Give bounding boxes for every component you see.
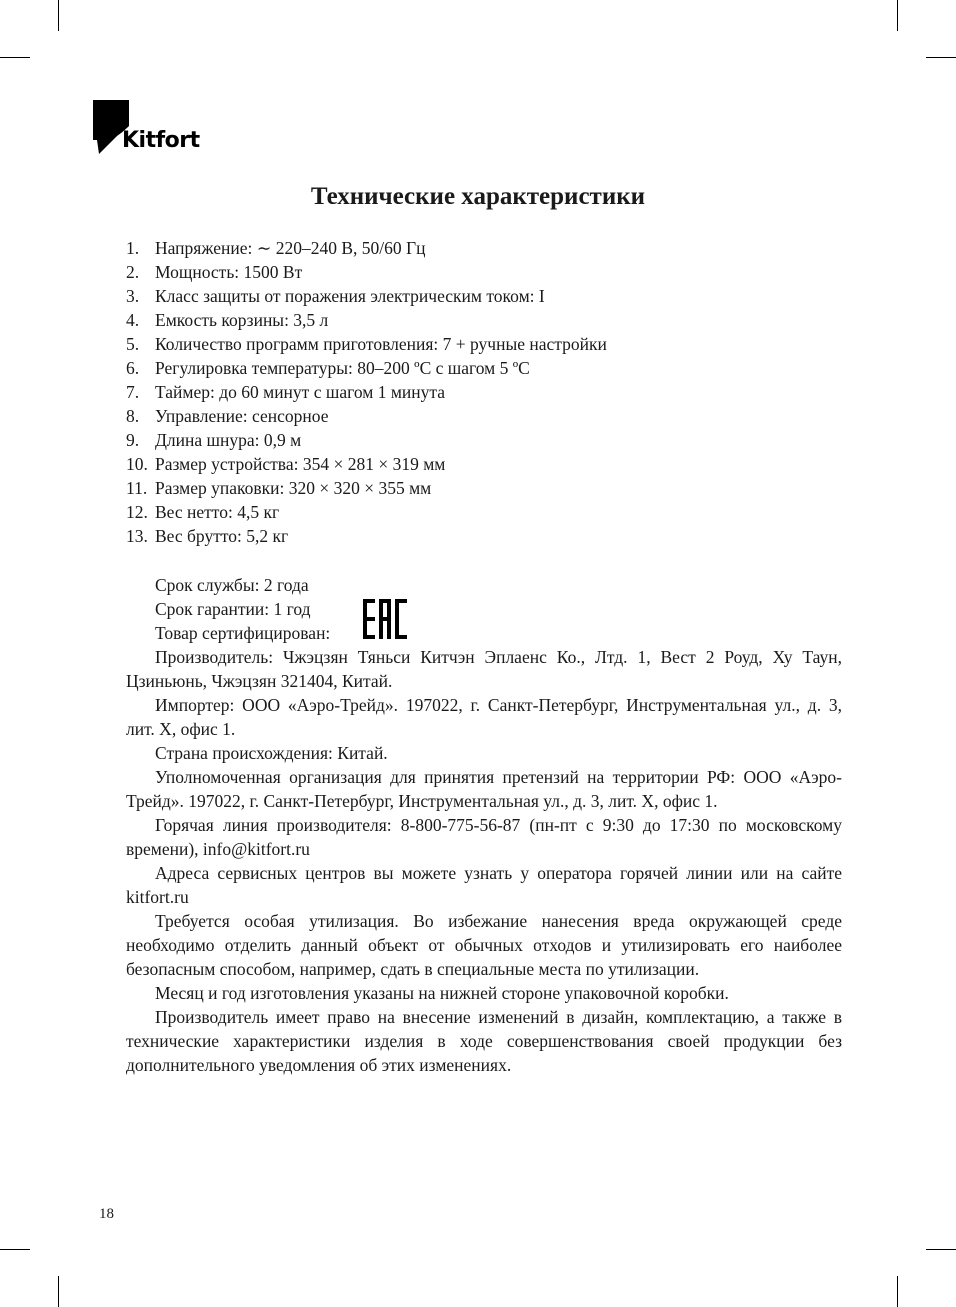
- list-item: 10. Размер устройства: 354 × 281 × 319 мм: [126, 454, 446, 474]
- disposal: Требуется особая утилизация. Во избежание нанесения вреда окружающей среде необходимо отделить данный объект от обычных отходов и утилизировать его наиболее безопасным способом, например, сдать в специальные места по утилизации.: [126, 911, 842, 979]
- specs-list: [126, 236, 607, 548]
- origin: Страна происхождения: Китай.: [155, 743, 388, 763]
- info-block: [126, 573, 842, 1077]
- list-item: 13. Вес брутто: 5,2 кг: [126, 526, 289, 546]
- changes: Производитель имеет право на внесение изменений в дизайн, комплектацию, а также в технические характеристики изделия в ходе совершенствования своей продукции без дополнительного уведомления об этих изменениях.: [126, 1007, 842, 1075]
- list-item: 11. Размер упаковки: 320 × 320 × 355 мм: [126, 478, 432, 498]
- service-life: Срок службы: 2 года: [155, 575, 309, 595]
- list-item: 1. Напряжение: ∼ 220–240 В, 50/60 Гц: [126, 238, 426, 258]
- crop-mark: [897, 1276, 898, 1307]
- service-centers: Адреса сервисных центров вы можете узнать у оператора горячей линии или на сайте kitfort.ru: [126, 863, 842, 907]
- list-item: 5. Количество программ приготовления: 7 + ручные настройки: [126, 334, 607, 354]
- warranty: Срок гарантии: 1 год: [155, 599, 311, 619]
- list-item: 6. Регулировка температуры: 80–200 ºС с шагом 5 ºС: [126, 358, 530, 378]
- list-item: 3. Класс защиты от поражения электрическим током: I: [126, 286, 545, 306]
- list-item: 12. Вес нетто: 4,5 кг: [126, 502, 280, 522]
- crop-mark: [926, 1249, 956, 1250]
- importer: Импортер: ООО «Аэро-Трейд». 197022, г. Санкт-Петербург, Инструментальная ул., д. 3, лит. Х, офис 1.: [126, 695, 842, 739]
- crop-mark: [0, 57, 30, 58]
- list-item: 7. Таймер: до 60 минут с шагом 1 минута: [126, 382, 445, 402]
- list-item: 8. Управление: сенсорное: [126, 406, 329, 426]
- crop-mark: [58, 0, 59, 31]
- list-item: 9. Длина шнура: 0,9 м: [126, 430, 302, 450]
- list-item: 2. Мощность: 1500 Вт: [126, 262, 303, 282]
- claims: Уполномоченная организация для принятия претензий на территории РФ: ООО «Аэро-Трейд». 197022, г. Санкт-Петербург, Инструментальная ул., д. 3, лит. Х, офис 1.: [126, 767, 842, 811]
- hotline: Горячая линия производителя: 8-800-775-56-87 (пн-пт с 9:30 до 17:30 по московскому времени), info@kitfort.ru: [126, 815, 842, 859]
- crop-mark: [926, 57, 956, 58]
- manufacturer: Производитель: Чжэцзян Тяньси Китчэн Эплаенс Ко., Лтд. 1, Вест 2 Роуд, Ху Таун, Цзиньюнь, Чжэцзян 321404, Китай.: [126, 647, 842, 691]
- brand-name: Kitfort: [122, 128, 200, 153]
- certified: Товар сертифицирован:: [155, 623, 331, 643]
- crop-mark: [58, 1276, 59, 1307]
- production-date: Месяц и год изготовления указаны на нижней стороне упаковочной коробки.: [155, 983, 729, 1003]
- crop-mark: [0, 1249, 30, 1250]
- eac-mark-icon: [363, 599, 407, 639]
- crop-mark: [897, 0, 898, 31]
- list-item: 4. Емкость корзины: 3,5 л: [126, 310, 329, 330]
- page-title: Технические характеристики: [310, 183, 646, 210]
- page-number: 18: [99, 1206, 114, 1222]
